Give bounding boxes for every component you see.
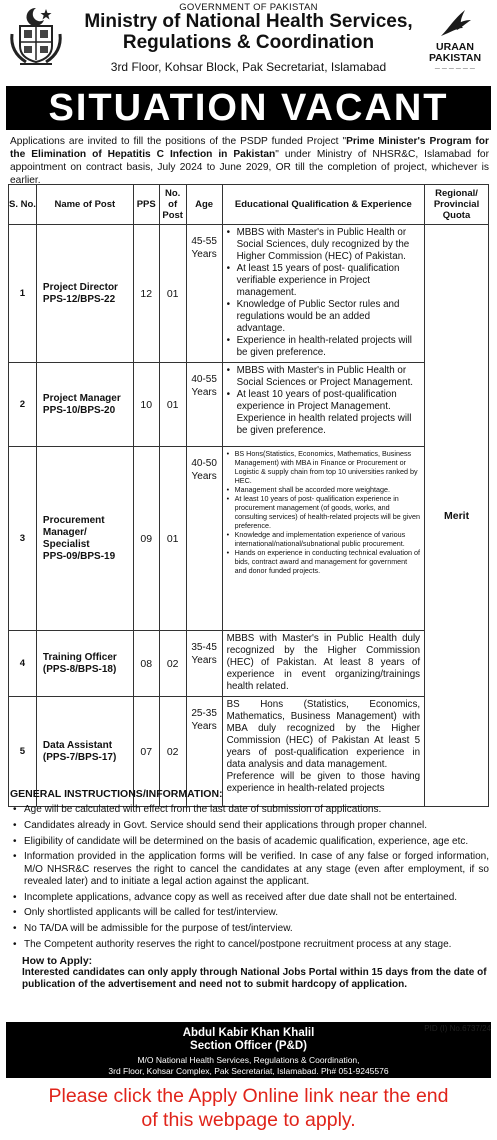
row-post-name (36, 631, 133, 697)
apply-note-line2: of this webpage to apply. (141, 1109, 356, 1131)
signature-footer (6, 1022, 491, 1078)
list-item: • Eligibility of candidate will be determined on the basis of academic qualification, experience, age etc. (10, 836, 489, 848)
row-pps: 09 (133, 447, 159, 631)
quota-cell: Merit (425, 225, 489, 807)
instructions-list (10, 804, 489, 951)
row-pps: 07 (133, 697, 159, 807)
pid-number: PID (I) No.6737/24 (424, 1024, 491, 1033)
intro-text-part1: Applications are invited to fill the positions of the PSDP funded Project " (10, 136, 347, 147)
post-title: Training Officer (42, 651, 117, 663)
age-range: 40-55 (191, 374, 217, 385)
officer-title: Section Officer (P&D) (190, 1040, 307, 1052)
how-to-apply-title: How to Apply: (22, 954, 93, 967)
uraan-pakistan-bird-icon (435, 6, 475, 42)
how-to-apply-text: Interested candidates can only apply through National Jobs Portal within 15 days from the date of publication of the advertisement and need not to submit hardcopy of application. (22, 966, 487, 991)
list-item: • Candidates already in Govt. Service should send their applications through proper channel. (10, 820, 489, 832)
header-qualification: Educational Qualification & Experience (222, 185, 424, 225)
header-no-of-post: No. of Post (159, 185, 186, 225)
header-age: Age (186, 185, 222, 225)
row-no-of-post: 01 (159, 447, 186, 631)
row-age (186, 363, 222, 447)
qualification-text: MBBS with Master's in Public Health duly recognized by the Higher Commission (HEC) of Pakistan. At least 8 years of experience in event organizing/trainings health related. (226, 633, 421, 692)
list-item: • Age will be calculated with effect from the last date of submission of applications. (10, 804, 489, 816)
row-sno: 2 (9, 363, 37, 447)
post-scale: PPS-12/BPS-22 (42, 293, 116, 305)
row-age (186, 447, 222, 631)
header-quota: Regional/ Provincial Quota (425, 185, 489, 225)
intro-text-part2: " under Ministry of NHSR&C, Islamabad for appointment on contract basis, July 2024 to June 2029, OR till the completion of project, whichever is earlier. (10, 149, 489, 186)
list-item: • Management shall be accorded more weightage. (227, 485, 420, 494)
row-sno: 5 (9, 697, 37, 807)
row-sno: 4 (9, 631, 37, 697)
row-no-of-post: 01 (159, 225, 186, 363)
list-item: • Information provided in the application forms will be verified. In case of any false or forged information, M/O NHSR&C reserves the right to cancel the candidates at any stage (even after employment, if so revealed later) and to initiate a legal action against the applicant. (10, 851, 489, 888)
table-row (9, 363, 489, 447)
table-header-row (9, 185, 489, 225)
situation-vacant-banner: SITUATION VACANT (6, 86, 491, 130)
header-pps: PPS (133, 185, 159, 225)
row-sno: 1 (9, 225, 37, 363)
row-no-of-post: 01 (159, 363, 186, 447)
post-title-line3: Specialist (42, 538, 90, 550)
pakistan-state-emblem-icon (6, 4, 66, 68)
officer-name: Abdul Kabir Khan Khalil (182, 1027, 315, 1039)
row-post-name (36, 447, 133, 631)
post-scale: PPS-10/BPS-20 (42, 404, 116, 416)
advertisement-header (0, 0, 497, 86)
post-title: Data Assistant (42, 739, 113, 751)
row-age (186, 225, 222, 363)
uraan-pakistan-logo (420, 6, 490, 78)
list-item: • BS Hons(Statistics, Economics, Mathematics, Business Management) with MBA in Finance or Procurement or Logistic & supply chain from top 10 universities ranked by HEC. (227, 449, 420, 485)
officer-address-line2: 3rd Floor, Kohsar Complex, Pak Secretariat, Islamabad. Ph# 051-9245576 (108, 1066, 389, 1076)
post-scale: (PPS-7/BPS-17) (42, 751, 117, 763)
uraan-logo-text: URAAN PAKISTAN (428, 41, 482, 64)
age-range: 35-45 (191, 642, 217, 653)
ministry-title-line1: Ministry of National Health Services, (84, 11, 413, 32)
row-sno: 3 (9, 447, 37, 631)
apply-online-note (0, 1084, 497, 1132)
post-title: Project Manager (42, 392, 121, 404)
age-range: 45-55 (191, 236, 217, 247)
table-row (9, 225, 489, 363)
government-line: GOVERNMENT OF PAKISTAN (179, 2, 318, 13)
qualification-text: BS Hons (Statistics, Economics, Mathematics, Business Management) with MBA duly recognized by the Higher Commission (HEC) of Pakistan At least 5 years of post-qualification experience in data analysis and data management. (226, 699, 421, 770)
header-post: Name of Post (36, 185, 133, 225)
row-no-of-post: 02 (159, 697, 186, 807)
post-scale: (PPS-8/BPS-18) (42, 663, 117, 675)
list-item: • Experience in health-related projects will be given preference. (227, 335, 420, 359)
age-range: 25-35 (191, 708, 217, 719)
list-item: • The Competent authority reserves the right to cancel/postpone recruitment process at any stage. (10, 939, 489, 951)
apply-note-line1: Please click the Apply Online link near the end (48, 1085, 449, 1107)
list-item: • MBBS with Master's in Public Health or Social Sciences or Project Management. (227, 365, 420, 389)
post-scale: PPS-09/BPS-19 (42, 550, 116, 562)
list-item: • Hands on experience in conducting technical evaluation of bids, contract award and management for government and donor funded projects. (227, 548, 420, 575)
row-pps: 08 (133, 631, 159, 697)
vacancy-table (8, 184, 489, 807)
intro-paragraph (10, 135, 489, 187)
general-instructions (10, 788, 489, 992)
list-item: • Only shortlisted applicants will be called for test/interview. (10, 907, 489, 919)
table-row (9, 447, 489, 631)
row-age (186, 631, 222, 697)
row-qualification (222, 363, 424, 447)
row-no-of-post: 02 (159, 631, 186, 697)
table-row (9, 631, 489, 697)
row-post-name (36, 363, 133, 447)
row-pps: 10 (133, 363, 159, 447)
row-qualification (222, 225, 424, 363)
row-pps: 12 (133, 225, 159, 363)
officer-address-line1: M/O National Health Services, Regulations & Coordination, (137, 1055, 360, 1065)
age-unit: Years (191, 249, 217, 260)
age-unit: Years (191, 655, 217, 666)
age-range: 40-50 (191, 458, 217, 469)
list-item: • MBBS with Master's in Public Health or Social Sciences, duly recognized by the Higher Commission (HEC) of Pakistan. (227, 227, 420, 263)
post-title: Project Director (42, 281, 118, 293)
age-unit: Years (191, 721, 217, 732)
ministry-title-line2: Regulations & Coordination (122, 32, 375, 53)
uraan-logo-subtext: — — — — — — (434, 66, 476, 72)
age-unit: Years (191, 387, 217, 398)
list-item: • At least 15 years of post- qualification verifiable experience in Project management. (227, 263, 420, 299)
project-name: Prime Minister's Program for the Elimination of Hepatitis C Infection in Pakistan (10, 136, 489, 160)
list-item: • No TA/DA will be admissible for the purpose of test/interview. (10, 923, 489, 935)
instructions-title: GENERAL INSTRUCTIONS/INFORMATION: (10, 788, 223, 800)
row-qualification (222, 447, 424, 631)
qualification-preference: Preference will be given to those having experience in health-related projects (226, 771, 421, 794)
post-title-line2: Manager/ (42, 526, 87, 538)
list-item: • At least 10 years of post-qualification experience in Project Management. Experience in health related projects will be given preference. (227, 389, 420, 437)
post-title: Procurement (42, 514, 105, 526)
header-sno: S. No. (9, 185, 37, 225)
row-post-name (36, 225, 133, 363)
list-item: • Incomplete applications, advance copy as well as received after due date shall not be entertained. (10, 892, 489, 904)
list-item: • Knowledge and implementation experience of various international/national/subnational public procurement. (227, 530, 420, 548)
list-item: • Knowledge of Public Sector rules and regulations would be an added advantage. (227, 299, 420, 335)
row-qualification (222, 631, 424, 697)
ministry-address: 3rd Floor, Kohsar Block, Pak Secretariat, Islamabad (110, 60, 387, 74)
list-item: • At least 10 years of post- qualification experience in procurement management (of goods, works, and consulting services) of health-related projects will be given preference. (227, 494, 420, 530)
age-unit: Years (191, 471, 217, 482)
